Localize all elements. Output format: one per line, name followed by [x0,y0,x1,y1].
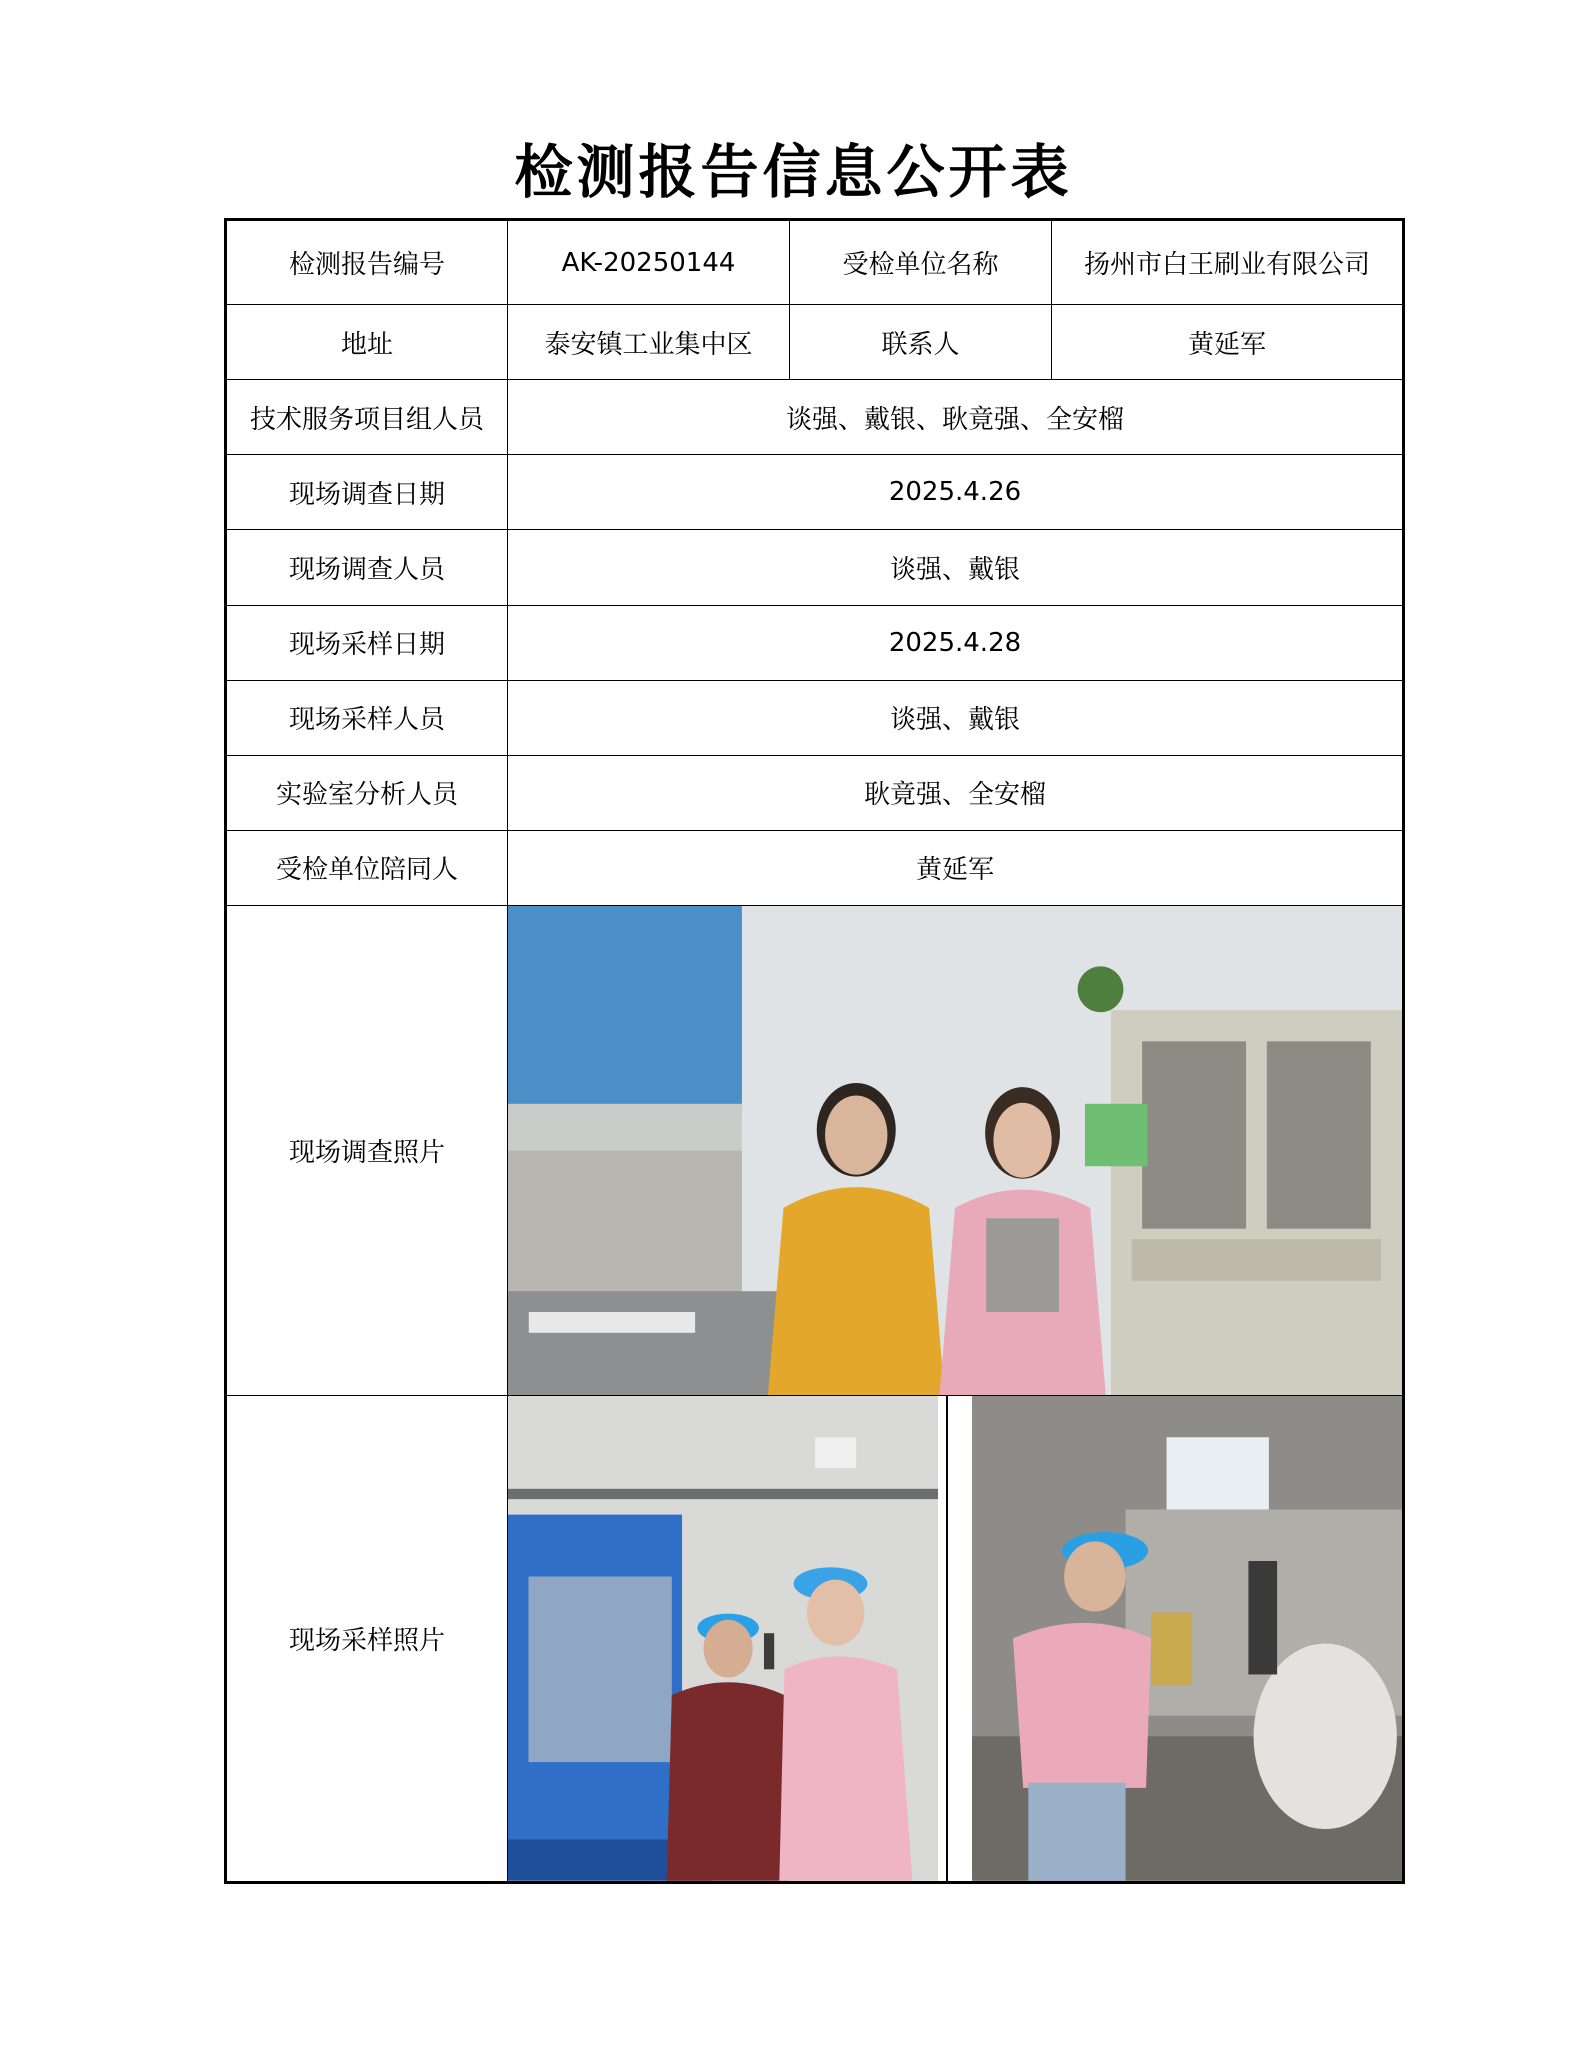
table-row [226,1396,1404,1883]
sampling-photo-2 [972,1396,1402,1881]
table-row [226,305,1404,380]
team-value: 谈强、戴银、耿竟强、全安榴 [508,380,1404,455]
table-row [226,530,1404,605]
address-label: 地址 [226,305,508,380]
escort-label: 受检单位陪同人 [226,830,508,905]
survey-photo-label: 现场调查照片 [226,905,508,1395]
unit-name-label: 受检单位名称 [790,220,1052,305]
sampling-staff-value: 谈强、戴银 [508,680,1404,755]
sampling-photo-pair [508,1396,1402,1881]
table-row [226,605,1404,680]
sampling-photo-1 [508,1396,938,1881]
contact-value: 黄延军 [1052,305,1404,380]
report-no-label: 检测报告编号 [226,220,508,305]
lab-staff-label: 实验室分析人员 [226,755,508,830]
page-title: 检测报告信息公开表 [514,138,1073,206]
table-row [226,830,1404,905]
table-row [226,380,1404,455]
sampling-photo-cell [508,1396,1404,1883]
survey-photo-cell [508,905,1404,1395]
sampling-staff-label: 现场采样人员 [226,680,508,755]
survey-photo [508,906,1402,1395]
lab-staff-value: 耿竟强、全安榴 [508,755,1404,830]
table-row [226,755,1404,830]
report-no-value: AK-20250144 [508,220,790,305]
survey-staff-value: 谈强、戴银 [508,530,1404,605]
contact-label: 联系人 [790,305,1052,380]
sampling-date-value: 2025.4.28 [508,605,1404,680]
table-row [226,220,1404,305]
escort-value: 黄延军 [508,830,1404,905]
table-row [226,455,1404,530]
unit-name-value: 扬州市白王刷业有限公司 [1052,220,1404,305]
sampling-photo-label: 现场采样照片 [226,1396,508,1883]
survey-staff-label: 现场调查人员 [226,530,508,605]
table-row [226,905,1404,1395]
address-value: 泰安镇工业集中区 [508,305,790,380]
survey-date-value: 2025.4.26 [508,455,1404,530]
sampling-date-label: 现场采样日期 [226,605,508,680]
survey-date-label: 现场调查日期 [226,455,508,530]
team-label: 技术服务项目组人员 [226,380,508,455]
table-row [226,680,1404,755]
photo-divider [946,1396,964,1883]
report-table [224,218,1405,1884]
